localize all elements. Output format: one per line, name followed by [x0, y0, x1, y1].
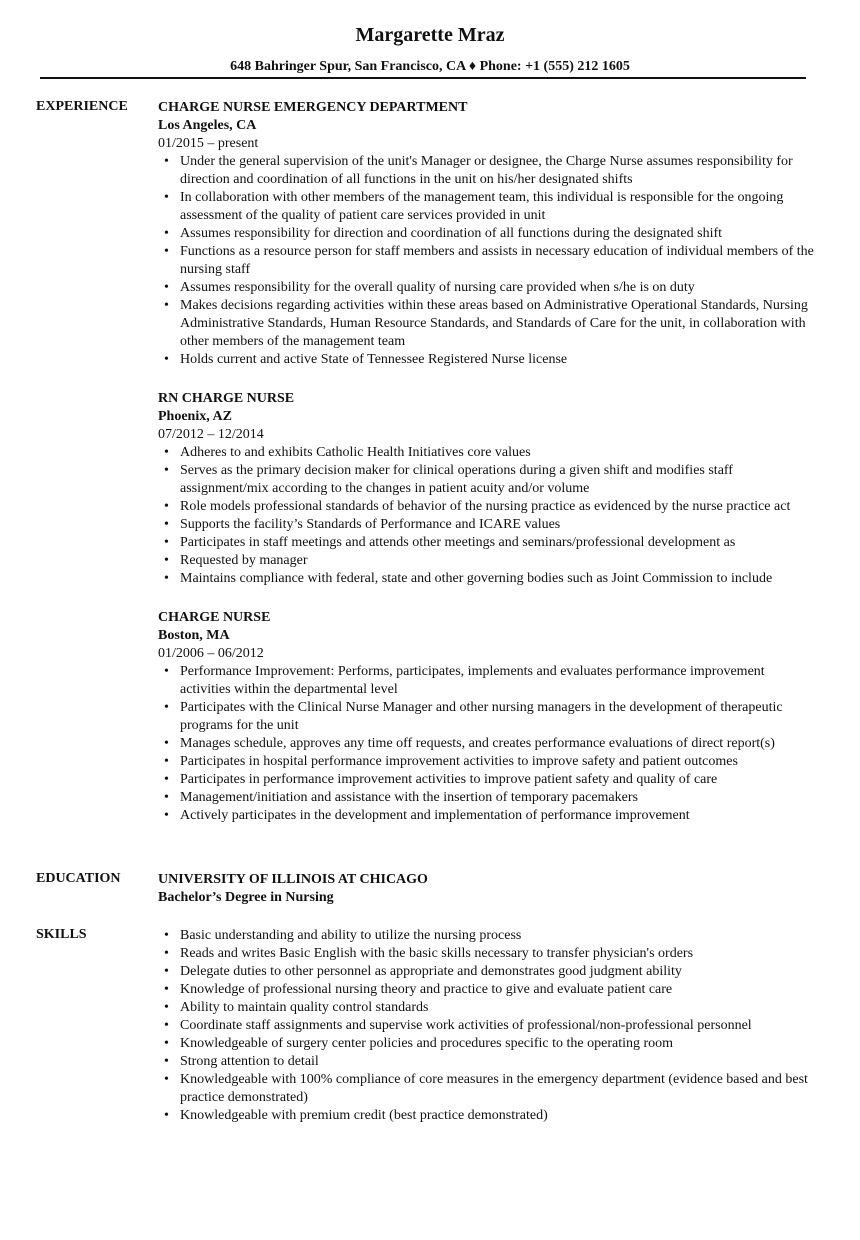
bullet-item: • Manages schedule, approves any time off requests, and creates performance evaluations of direct report(s) — [180, 735, 818, 753]
skill-item: • Reads and writes Basic English with the basic skills necessary to transfer physician's orders — [180, 945, 818, 963]
skill-item: • Knowledgeable with premium credit (best practice demonstrated) — [180, 1107, 818, 1125]
bullet-item: • Participates in performance improvement activities to improve patient safety and quality of care — [180, 771, 818, 789]
bullet-item: • Requested by manager — [180, 552, 818, 570]
bullet-item: • Participates in staff meetings and attends other meetings and seminars/professional development as — [180, 534, 818, 552]
bullet-item: • Supports the facility’s Standards of Performance and ICARE values — [180, 516, 818, 534]
job-dates: 01/2015 – present — [158, 136, 259, 151]
bullet-item: • Makes decisions regarding activities within these areas based on Administrative Operational Standards, Nursing Administrative Standards, Human Resource Standards, and Standards of Care for the unit, in collaboration with other members of the management team — [180, 297, 818, 351]
bullet-item: • Assumes responsibility for direction and coordination of all functions during the designated shift — [180, 225, 818, 243]
bullet-item: • Adheres to and exhibits Catholic Health Initiatives core values — [180, 444, 818, 462]
job-entry — [158, 390, 818, 588]
candidate-name: Margarette Mraz — [355, 24, 505, 46]
skill-item: • Basic understanding and ability to utilize the nursing process — [180, 927, 818, 945]
experience-body — [158, 99, 818, 846]
job-location: Phoenix, AZ — [158, 409, 232, 424]
bullet-item: • Under the general supervision of the unit's Manager or designee, the Charge Nurse assumes responsibility for direction and coordination of all functions in the unit on his/her designated shifts — [180, 153, 818, 189]
skill-item: • Coordinate staff assignments and supervise work activities of professional/non-professional personnel — [180, 1017, 818, 1035]
education-body — [158, 871, 818, 907]
bullet-item: • Serves as the primary decision maker for clinical operations during a given shift and modifies staff assignment/mix according to the changes in patient acuity and/or volume — [180, 462, 818, 498]
section-label-experience: EXPERIENCE — [36, 99, 128, 114]
job-title: RN CHARGE NURSE — [158, 391, 295, 406]
job-bullets — [158, 663, 818, 825]
bullet-item: • In collaboration with other members of the management team, this individual is responsible for the ongoing assessment of the quality of patient care services provided in unit — [180, 189, 818, 225]
job-bullets — [158, 153, 818, 369]
skill-item: • Strong attention to detail — [180, 1053, 818, 1071]
job-entry — [158, 99, 818, 369]
job-bullets — [158, 444, 818, 588]
job-location: Los Angeles, CA — [158, 118, 257, 133]
skill-item: • Knowledgeable of surgery center policies and procedures specific to the operating room — [180, 1035, 818, 1053]
skill-item: • Ability to maintain quality control standards — [180, 999, 818, 1017]
bullet-item: • Actively participates in the development and implementation of performance improvement — [180, 807, 818, 825]
job-title: CHARGE NURSE EMERGENCY DEPARTMENT — [158, 100, 468, 115]
header-divider — [40, 77, 806, 79]
bullet-item: • Management/initiation and assistance with the insertion of temporary pacemakers — [180, 789, 818, 807]
section-label-skills: SKILLS — [36, 927, 87, 942]
bullet-item: • Participates with the Clinical Nurse Manager and other nursing managers in the development of therapeutic programs for the unit — [180, 699, 818, 735]
skills-list — [158, 927, 818, 1125]
contact-line: 648 Bahringer Spur, San Francisco, CA ♦ Phone: +1 (555) 212 1605 — [230, 59, 630, 74]
skill-item: • Delegate duties to other personnel as appropriate and demonstrates good judgment ability — [180, 963, 818, 981]
job-location: Boston, MA — [158, 628, 230, 643]
job-entry — [158, 609, 818, 825]
bullet-item: • Functions as a resource person for staff members and assists in necessary education of individual members of the nursing staff — [180, 243, 818, 279]
bullet-item: • Role models professional standards of behavior of the nursing practice as evidenced by the nurse practice act — [180, 498, 818, 516]
bullet-item: • Assumes responsibility for the overall quality of nursing care provided when s/he is on duty — [180, 279, 818, 297]
skill-item: • Knowledge of professional nursing theory and practice to give and evaluate patient care — [180, 981, 818, 999]
job-dates: 07/2012 – 12/2014 — [158, 427, 264, 442]
bullet-item: • Maintains compliance with federal, state and other governing bodies such as Joint Commission to include — [180, 570, 818, 588]
job-dates: 01/2006 – 06/2012 — [158, 646, 264, 661]
job-title: CHARGE NURSE — [158, 610, 271, 625]
resume-header — [0, 22, 860, 76]
bullet-item: • Holds current and active State of Tennessee Registered Nurse license — [180, 351, 818, 369]
degree: Bachelor’s Degree in Nursing — [158, 890, 334, 905]
skill-item: • Knowledgeable with 100% compliance of core measures in the emergency department (evidence based and best practice demonstrated) — [180, 1071, 818, 1107]
bullet-item: • Performance Improvement: Performs, participates, implements and evaluates performance improvement activities within the departmental level — [180, 663, 818, 699]
section-label-education: EDUCATION — [36, 871, 121, 886]
skills-body — [158, 927, 818, 1125]
school-name: UNIVERSITY OF ILLINOIS AT CHICAGO — [158, 872, 428, 887]
bullet-item: • Participates in hospital performance improvement activities to improve safety and patient outcomes — [180, 753, 818, 771]
